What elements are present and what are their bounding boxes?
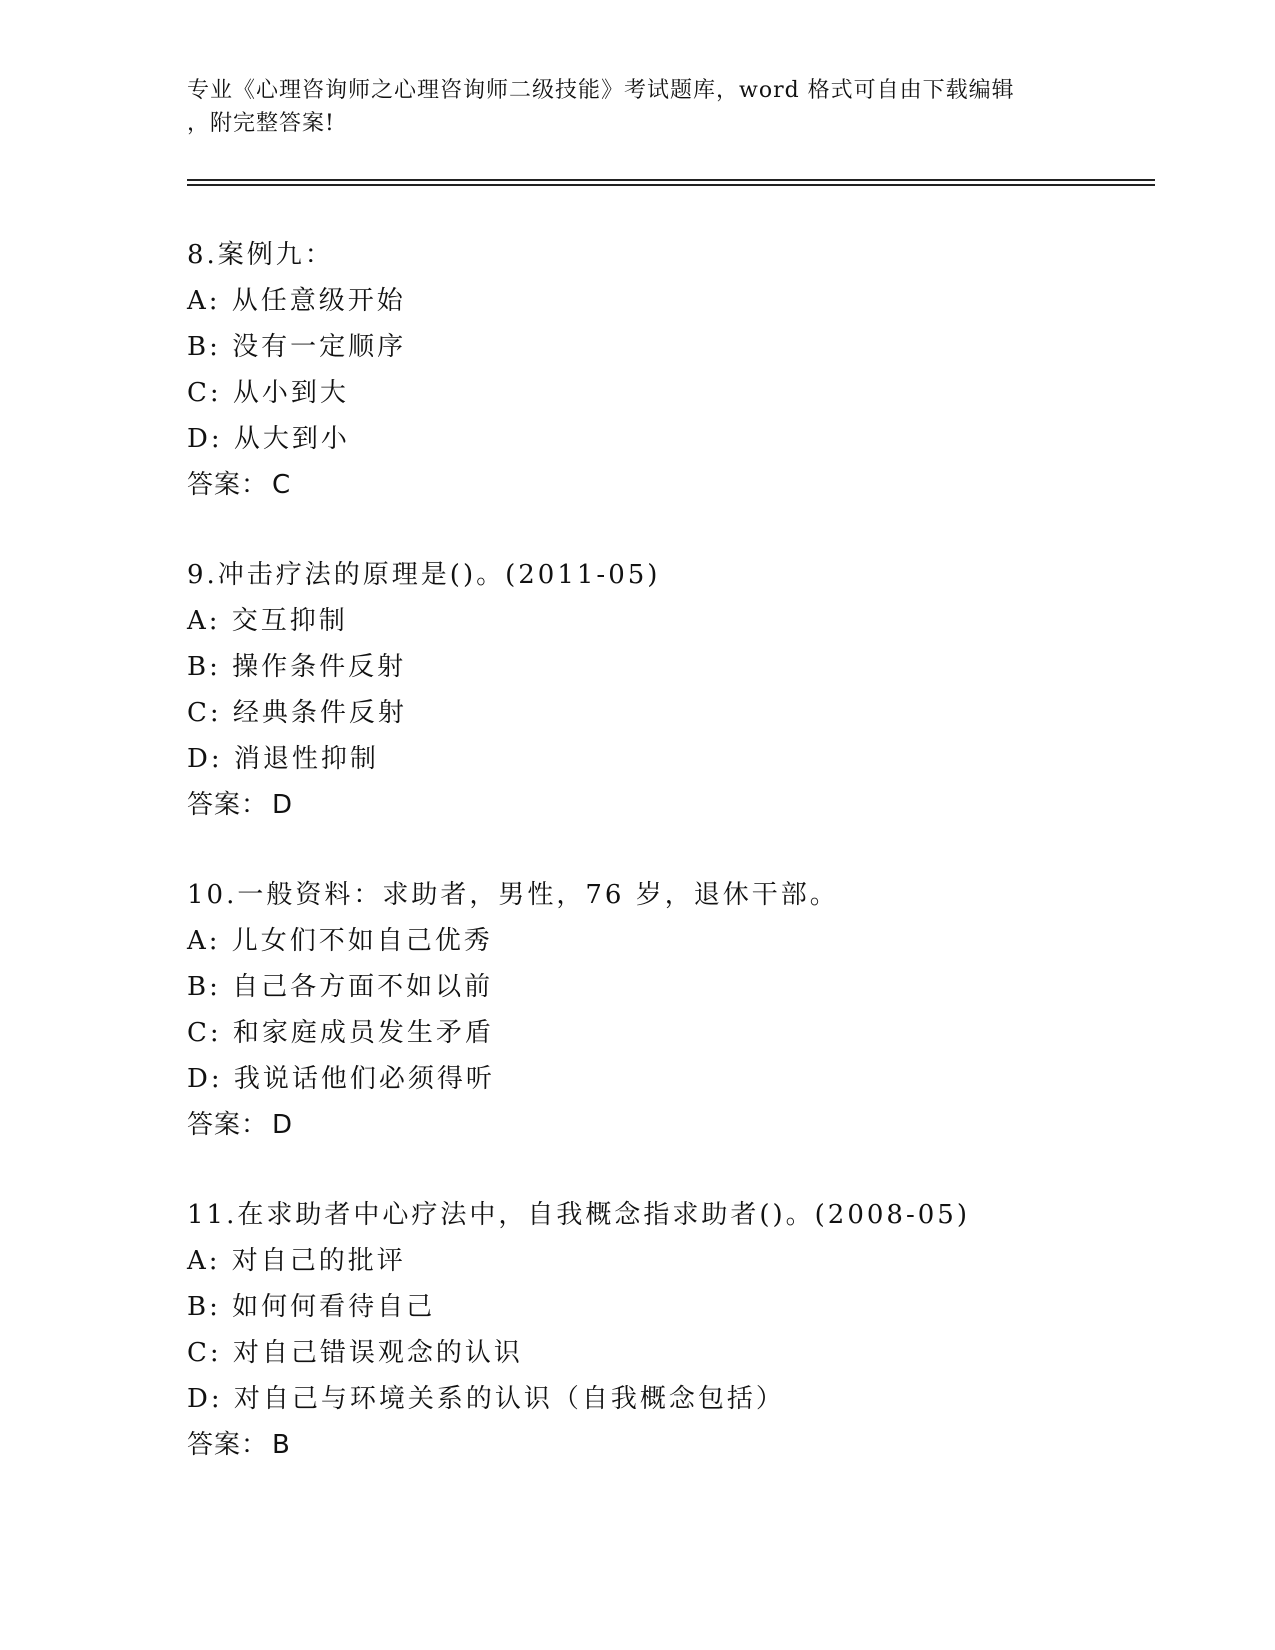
document-header (187, 74, 1067, 140)
answer-label: 答案： (187, 1110, 269, 1140)
question-list (187, 232, 1155, 1512)
answer-value: C (272, 470, 292, 500)
header-line-2: ，附完整答案! (187, 111, 335, 136)
question-item (187, 872, 1155, 1192)
question-title: 8.案例九： (187, 240, 334, 270)
option-b: B: 如何何看待自己 (187, 1292, 436, 1322)
option-b: B: 没有一定顺序 (187, 332, 407, 362)
answer-value: D (272, 1110, 294, 1140)
option-a: A: 从任意级开始 (187, 286, 406, 316)
option-c: C: 对自己错误观念的认识 (187, 1338, 523, 1368)
question-title: 9.冲击疗法的原理是()。(2011-05) (187, 560, 661, 590)
option-a: A: 儿女们不如自己优秀 (187, 926, 493, 956)
answer-value: B (272, 1430, 291, 1460)
question-item (187, 232, 1155, 552)
answer-row (187, 1102, 1155, 1148)
option-b: B: 操作条件反射 (187, 652, 407, 682)
answer-label: 答案： (187, 470, 269, 500)
answer-label: 答案： (187, 790, 269, 820)
header-divider-bottom (187, 184, 1155, 186)
option-d: D: 消退性抑制 (187, 744, 379, 774)
answer-value: D (272, 790, 294, 820)
option-c: C: 从小到大 (187, 378, 349, 408)
question-title: 11.在求助者中心疗法中，自我概念指求助者()。(2008-05) (187, 1200, 970, 1230)
header-divider-top (187, 179, 1155, 181)
answer-row (187, 462, 1155, 508)
question-title: 10.一般资料：求助者，男性，76 岁，退休干部。 (187, 880, 839, 910)
option-c: C: 和家庭成员发生矛盾 (187, 1018, 494, 1048)
answer-row (187, 1422, 1155, 1468)
option-d: D: 从大到小 (187, 424, 350, 454)
question-item (187, 1192, 1155, 1512)
option-d: D: 对自己与环境关系的认识（自我概念包括） (187, 1384, 785, 1414)
option-b: B: 自己各方面不如以前 (187, 972, 494, 1002)
answer-row (187, 782, 1155, 828)
option-a: A: 对自己的批评 (187, 1246, 406, 1276)
header-line-1: 专业《心理咨询师之心理咨询师二级技能》考试题库，word 格式可自由下载编辑 (187, 78, 1015, 103)
answer-label: 答案： (187, 1430, 269, 1460)
question-item (187, 552, 1155, 872)
option-c: C: 经典条件反射 (187, 698, 407, 728)
option-a: A: 交互抑制 (187, 606, 348, 636)
option-d: D: 我说话他们必须得听 (187, 1064, 495, 1094)
